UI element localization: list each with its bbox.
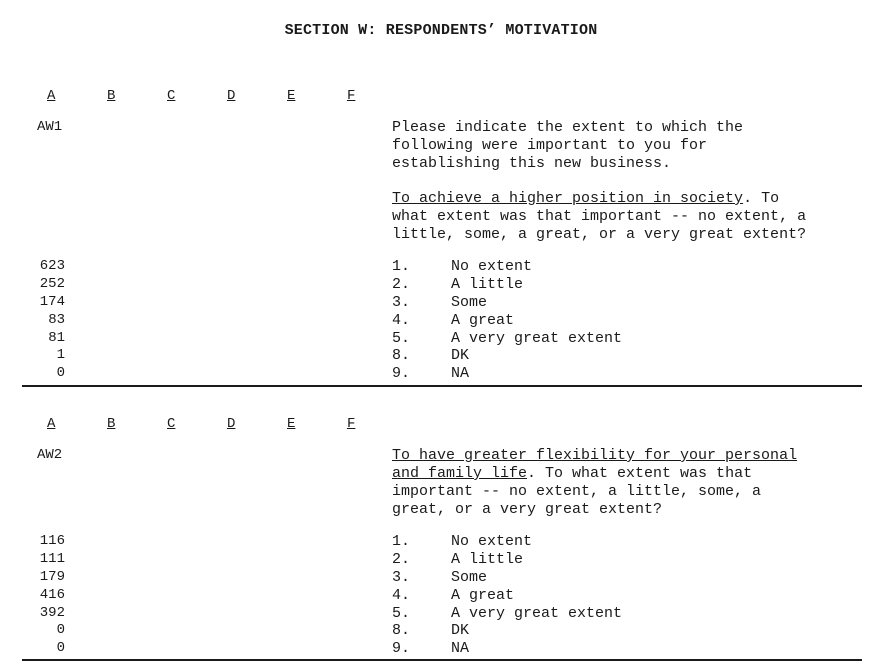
response-label: A little <box>451 551 524 568</box>
question-item <box>392 447 862 519</box>
response-label: No extent <box>451 258 533 275</box>
question-item-underlined: and family life <box>392 465 528 482</box>
response-code: 2. <box>392 276 411 293</box>
section-title: SECTION W: RESPONDENTS’ MOTIVATION <box>284 22 598 39</box>
question-item-underlined: To achieve a higher position in society <box>392 190 744 207</box>
column-header-c: C <box>167 416 176 432</box>
response-count: 0 <box>56 365 65 381</box>
response-count: 623 <box>39 258 65 274</box>
column-header-f: F <box>347 88 356 104</box>
column-header-row <box>0 416 400 434</box>
column-header-f: F <box>347 416 356 432</box>
column-header-a: A <box>47 416 56 432</box>
response-code: 4. <box>392 312 411 329</box>
response-code: 3. <box>392 569 411 586</box>
section-divider <box>22 659 862 661</box>
response-row <box>0 258 882 276</box>
response-code: 1. <box>392 258 411 275</box>
response-count: 111 <box>39 551 65 567</box>
response-label: A little <box>451 276 524 293</box>
response-row <box>0 569 882 587</box>
response-count: 174 <box>39 294 65 310</box>
response-count: 83 <box>48 312 65 328</box>
response-label: A great <box>451 587 515 604</box>
response-count: 1 <box>56 347 65 363</box>
response-count: 416 <box>39 587 65 603</box>
column-header-e: E <box>287 416 296 432</box>
response-count: 116 <box>39 533 65 549</box>
response-row <box>0 347 882 365</box>
response-code: 8. <box>392 622 411 639</box>
response-row <box>0 330 882 348</box>
response-row <box>0 640 882 658</box>
column-header-d: D <box>227 88 236 104</box>
response-label: A very great extent <box>451 330 623 347</box>
response-label: A great <box>451 312 515 329</box>
response-count: 392 <box>39 605 65 621</box>
response-count: 252 <box>39 276 65 292</box>
question-item-rest: . To what extent was that important -- no extent, a little, some, a great, or a very great extent? <box>392 190 807 243</box>
question-id: AW1 <box>37 119 63 135</box>
response-row <box>0 276 882 294</box>
column-header-e: E <box>287 88 296 104</box>
response-code: 9. <box>392 365 411 382</box>
response-code: 4. <box>392 587 411 604</box>
question-item <box>392 190 862 244</box>
response-code: 5. <box>392 330 411 347</box>
response-code: 1. <box>392 533 411 550</box>
response-row <box>0 294 882 312</box>
response-label: Some <box>451 294 488 311</box>
question-item-underlined: To have greater flexibility for your personal <box>392 447 798 464</box>
column-header-b: B <box>107 416 116 432</box>
response-label: DK <box>451 347 470 364</box>
response-code: 8. <box>392 347 411 364</box>
question-intro: Please indicate the extent to which the following were important to you for establishing this new business. <box>392 119 744 172</box>
column-header-a: A <box>47 88 56 104</box>
response-row <box>0 365 882 383</box>
response-label: NA <box>451 640 470 657</box>
response-row <box>0 587 882 605</box>
column-header-b: B <box>107 88 116 104</box>
response-count: 179 <box>39 569 65 585</box>
response-row <box>0 312 882 330</box>
response-code: 2. <box>392 551 411 568</box>
response-label: A very great extent <box>451 605 623 622</box>
response-count: 0 <box>56 622 65 638</box>
response-label: NA <box>451 365 470 382</box>
response-row <box>0 605 882 623</box>
response-code: 3. <box>392 294 411 311</box>
section-divider <box>22 385 862 387</box>
column-header-d: D <box>227 416 236 432</box>
column-header-c: C <box>167 88 176 104</box>
response-code: 5. <box>392 605 411 622</box>
response-label: No extent <box>451 533 533 550</box>
column-header-row <box>0 88 400 106</box>
response-count: 81 <box>48 330 65 346</box>
response-label: DK <box>451 622 470 639</box>
response-row <box>0 533 882 551</box>
response-row <box>0 551 882 569</box>
question-item-rest: . To what extent was that important -- no extent, a little, some, a great, or a very great extent? <box>392 465 762 518</box>
response-row <box>0 622 882 640</box>
question-id: AW2 <box>37 447 63 463</box>
response-label: Some <box>451 569 488 586</box>
response-code: 9. <box>392 640 411 657</box>
response-count: 0 <box>56 640 65 656</box>
